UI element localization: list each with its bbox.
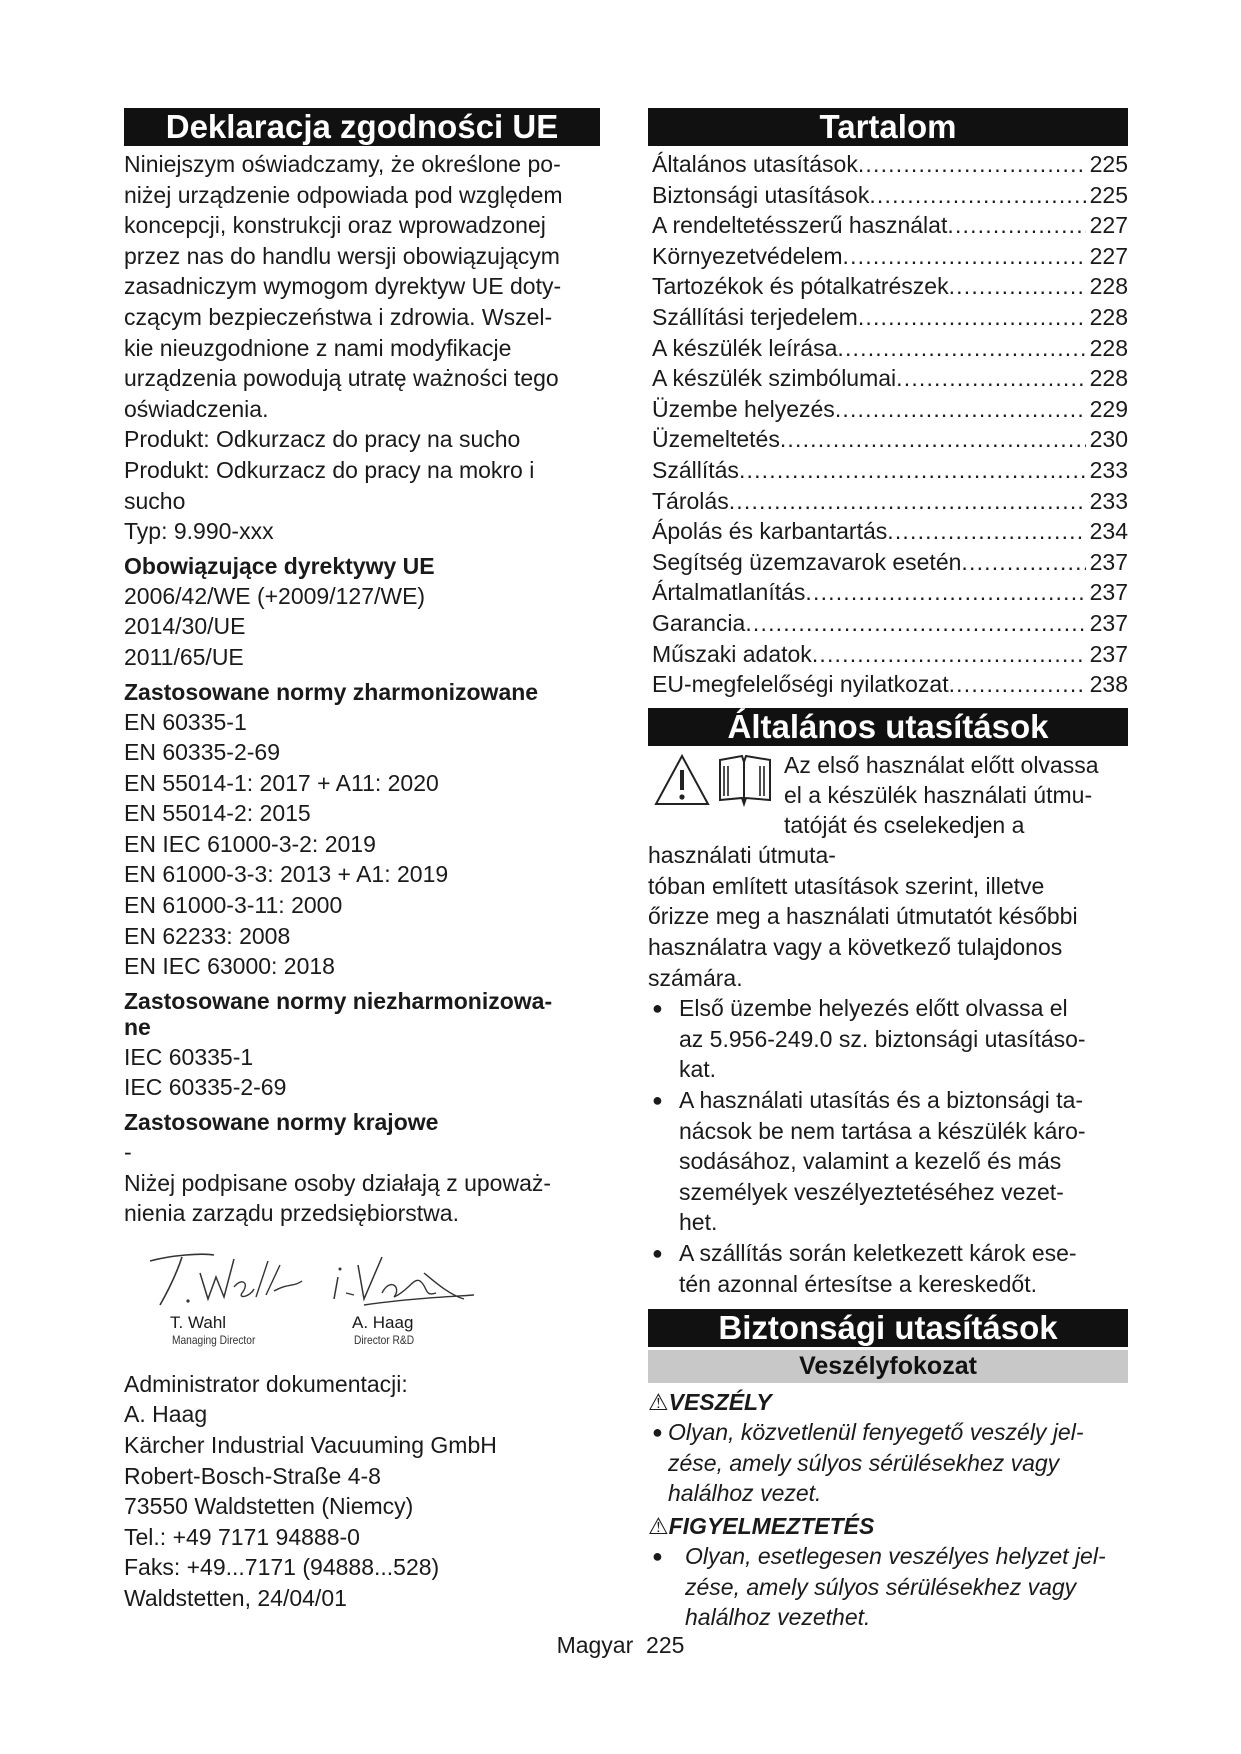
toc-entry[interactable] [652, 180, 1128, 211]
general-intro-text: el a készülék használati útmu- [784, 782, 1093, 809]
bullet-line: ● Első üzembe helyezés előtt olvassa el [679, 995, 1068, 1022]
standard-item: EN 60335-2-69 [124, 739, 280, 766]
national-heading: Zastosowane normy krajowe [124, 1109, 439, 1136]
toc-entry-title: A rendeltetésszerű használat [652, 212, 948, 239]
danger-label: ⚠VESZÉLY [648, 1389, 772, 1416]
bullet-line: az 5.956-249.0 sz. biztonsági utasításo- [679, 1025, 1086, 1052]
signatures [124, 1247, 600, 1369]
toc-entry[interactable] [652, 241, 1128, 272]
intro-line: zasadniczym wymogom dyrektyw UE doty- [124, 273, 562, 300]
nonharmonized-heading: Zastosowane normy niezharmonizowa- [124, 987, 553, 1014]
standard-item: EN 61000-3-11: 2000 [124, 892, 343, 919]
toc-entry-page: 225 [1089, 181, 1128, 208]
toc-entry-title: Tartozékok és pótalkatrészek [652, 273, 949, 300]
general-intro-text: tóban említett utasítások szerint, illetve [648, 872, 1045, 899]
general-intro-text: használatra vagy a következő tulajdonos [648, 934, 1063, 961]
directives-heading: Obowiązujące dyrektywy UE [124, 552, 435, 579]
toc-leader [896, 363, 1085, 394]
admin-block [124, 1369, 600, 1614]
toc-leader [780, 424, 1086, 455]
intro-line: urządzenia powodują utratę ważności tego [124, 365, 559, 392]
signing-text: Niżej podpisane osoby działają z upoważ- [124, 1169, 552, 1196]
signer-role: Managing Director [172, 1332, 256, 1347]
toc-leader [843, 241, 1086, 272]
general-intro [648, 750, 1128, 994]
general-intro-text: számára. [648, 964, 743, 991]
toc-entry[interactable] [652, 302, 1128, 333]
directive-item: 2014/30/UE [124, 613, 246, 640]
signing-text: nienia zarządu przedsiębiorstwa. [124, 1200, 459, 1227]
standard-item: IEC 60335-2-69 [124, 1074, 287, 1101]
footer-language: Magyar [556, 1632, 634, 1658]
toc-entry-page: 228 [1089, 365, 1128, 392]
warning-line: halálhoz vezethet. [685, 1604, 871, 1631]
toc-title: Tartalom [648, 108, 1128, 146]
directive-item: 2011/65/UE [124, 643, 244, 670]
toc-entry[interactable] [652, 424, 1128, 455]
toc-entry-page: 233 [1089, 487, 1128, 514]
type-line: Typ: 9.990-xxx [124, 518, 274, 545]
toc-entry-page: 228 [1089, 273, 1128, 300]
general-intro-text: Az első használat előtt olvassa [784, 751, 1099, 778]
admin-line: 73550 Waldstetten (Niemcy) [124, 1493, 414, 1520]
toc-entry-title: Szállítás [652, 456, 739, 483]
intro-line: oświadczenia. [124, 395, 269, 422]
toc-entry-page: 237 [1089, 548, 1128, 575]
toc-entry-title: A készülék leírása [652, 334, 838, 361]
warning-description [648, 1541, 1128, 1633]
toc-leader [947, 210, 1085, 241]
product-line: sucho [124, 487, 186, 514]
toc-entry-title: EU-megfelelőségi nyilatkozat [652, 671, 949, 698]
general-section-title: Általános utasítások [648, 708, 1128, 746]
bullet-line: ● A használati utasítás és a biztonsági ta- [679, 1087, 1084, 1114]
standard-item: EN 60335-1 [124, 708, 247, 735]
toc-leader [949, 271, 1086, 302]
directive-item: 2006/42/WE (+2009/127/WE) [124, 582, 426, 609]
harmonized-heading: Zastosowane normy zharmonizowane [124, 678, 539, 705]
toc-leader [812, 639, 1086, 670]
danger-line: ● Olyan, közvetlenül fenyegető veszély jel- [668, 1419, 1084, 1446]
bullet-line: nácsok be nem tartása a készülék káro- [679, 1117, 1086, 1144]
toc-entry-page: 234 [1089, 518, 1128, 545]
signature-haag [324, 1247, 494, 1347]
hungarian-column [648, 108, 1128, 1633]
toc-entry[interactable] [652, 455, 1128, 486]
standard-item: EN 55014-1: 2017 + A11: 2020 [124, 769, 439, 796]
bullet-line: het. [679, 1209, 718, 1236]
warning-and-manual-icons [648, 752, 778, 812]
toc-entry[interactable] [652, 608, 1128, 639]
declaration-title: Deklaracja zgodności UE [124, 108, 600, 146]
toc-leader [887, 516, 1085, 547]
toc-entry-page: 237 [1089, 609, 1128, 636]
toc-entry-title: Általános utasítások [652, 151, 858, 177]
handwritten-signature-wahl [142, 1247, 312, 1313]
admin-line: Robert-Bosch-Straße 4-8 [124, 1462, 381, 1489]
toc-entry[interactable] [652, 547, 1128, 578]
warning-line: ● Olyan, esetlegesen veszélyes helyzet jel- [685, 1542, 1106, 1569]
toc-entry[interactable] [652, 394, 1128, 425]
national-value: - [124, 1139, 132, 1166]
intro-line: niżej urządzenie odpowiada pod względem [124, 181, 563, 208]
bullet-line: személyek veszélyeztetéséhez vezet- [679, 1178, 1064, 1205]
page-footer [0, 1632, 1241, 1659]
signer-role: Director R&D [354, 1332, 415, 1347]
admin-line: Faks: +49...7171 (94888...528) [124, 1554, 440, 1581]
standard-item: EN 55014-2: 2015 [124, 800, 311, 827]
warning-triangle-icon [652, 752, 712, 808]
signer-name: T. Wahl [170, 1312, 227, 1332]
toc-entry-title: Segítség üzemzavarok esetén [652, 548, 962, 575]
admin-line: A. Haag [124, 1401, 208, 1428]
intro-line: przez nas do handlu wersji obowiązującym [124, 242, 560, 269]
toc-entry[interactable] [652, 639, 1128, 670]
toc-entry-page: 237 [1089, 579, 1128, 606]
general-bullet [648, 1238, 1128, 1299]
toc-entry-title: Szállítási terjedelem [652, 303, 858, 330]
bullet-line: tén azonnal értesítse a kereskedőt. [679, 1270, 1037, 1297]
toc-leader [858, 302, 1086, 333]
declaration-column [124, 108, 600, 1614]
toc-entry-page: 228 [1089, 303, 1128, 330]
toc-entry[interactable] [652, 149, 1128, 180]
intro-line: Niniejszym oświadczamy, że określone po- [124, 151, 561, 177]
toc-leader [745, 608, 1085, 639]
toc-entry-page: 227 [1089, 212, 1128, 239]
toc-entry[interactable] [652, 363, 1128, 394]
standard-item: EN 62233: 2008 [124, 922, 291, 949]
danger-level-title: Veszélyfokozat [648, 1350, 1128, 1383]
toc-entry[interactable] [652, 577, 1128, 608]
toc-leader [949, 669, 1086, 700]
danger-line: zése, amely súlyos sérülésekhez vagy [668, 1449, 1060, 1476]
toc-entry-title: A készülék szimbólumai [652, 365, 897, 392]
toc-entry[interactable] [652, 271, 1128, 302]
toc-entry-page: 229 [1089, 395, 1128, 422]
read-manual-icon [714, 752, 776, 808]
toc-entry-page: 227 [1089, 242, 1128, 269]
admin-line: Tel.: +49 7171 94888-0 [124, 1523, 360, 1550]
toc-leader [805, 577, 1085, 608]
toc-entry[interactable] [652, 210, 1128, 241]
bullet-line: ● A szállítás során keletkezett károk ese- [679, 1240, 1077, 1266]
toc-entry-page: 238 [1089, 671, 1128, 698]
warning-label: ⚠FIGYELMEZTETÉS [648, 1512, 875, 1539]
safety-section-title: Biztonsági utasítások [648, 1309, 1128, 1347]
toc-entry-title: Garancia [652, 609, 746, 636]
toc-leader [869, 180, 1085, 211]
toc-leader [729, 486, 1086, 517]
toc-entry-page: 237 [1089, 640, 1128, 667]
toc-entry[interactable] [652, 486, 1128, 517]
toc-leader [961, 547, 1085, 578]
toc-entry[interactable] [652, 516, 1128, 547]
standard-item: EN 61000-3-3: 2013 + A1: 2019 [124, 861, 449, 888]
toc-entry-title: Műszaki adatok [652, 640, 812, 667]
admin-line: Waldstetten, 24/04/01 [124, 1584, 347, 1611]
toc-entry-title: Üzemeltetés [652, 426, 780, 453]
toc-entry-title: Környezetvédelem [652, 242, 843, 269]
general-bullet [648, 1085, 1128, 1238]
danger-line: halálhoz vezet. [668, 1480, 822, 1507]
admin-line: Kärcher Industrial Vacuuming GmbH [124, 1432, 497, 1458]
toc-leader [858, 149, 1086, 180]
page-number: 225 [646, 1632, 685, 1658]
declaration-intro [124, 149, 600, 547]
toc-entry[interactable] [652, 333, 1128, 364]
bullet-line: sodásához, valamint a kezelő és más [679, 1148, 1062, 1175]
intro-line: koncepcji, konstrukcji oraz wprowadzonej [124, 212, 546, 239]
toc-entry[interactable] [652, 669, 1128, 700]
toc-entry-page: 233 [1089, 456, 1128, 483]
toc-leader [739, 455, 1086, 486]
toc-entry-page: 230 [1089, 426, 1128, 453]
toc-leader [837, 333, 1085, 364]
toc-entry-title: Ápolás és karbantartás [652, 518, 888, 545]
handwritten-signature-haag [324, 1247, 494, 1313]
toc-leader [835, 394, 1086, 425]
bullet-line: kat. [679, 1056, 717, 1083]
toc-entry-page: 228 [1089, 334, 1128, 361]
toc-entry-title: Tárolás [652, 487, 729, 514]
intro-line: czącym bezpieczeństwa i zdrowia. Wszel- [124, 303, 553, 330]
table-of-contents [648, 149, 1128, 700]
intro-line: kie nieuzgodnione z nami modyfikacje [124, 334, 512, 361]
standard-item: EN IEC 61000-3-2: 2019 [124, 830, 376, 857]
toc-entry-title: Ártalmatlanítás [652, 579, 806, 606]
product-line: Produkt: Odkurzacz do pracy na sucho [124, 426, 521, 453]
signature-wahl [142, 1247, 312, 1347]
toc-entry-title: Biztonsági utasítások [652, 181, 870, 208]
nonharmonized-heading-cont: ne [124, 1013, 151, 1040]
signer-name: A. Haag [352, 1312, 414, 1332]
general-intro-text: őrizze meg a használati útmutatót későbbi [648, 903, 1078, 930]
toc-entry-title: Üzembe helyezés [652, 395, 835, 422]
standard-item: EN IEC 63000: 2018 [124, 953, 335, 980]
admin-line: Administrator dokumentacji: [124, 1370, 408, 1397]
toc-entry-page: 225 [1089, 151, 1128, 177]
product-line: Produkt: Odkurzacz do pracy na mokro i [124, 456, 535, 483]
general-intro-text: tatóját és cselekedjen a használati útmuta- [648, 811, 1025, 869]
warning-line: zése, amely súlyos sérülésekhez vagy [685, 1573, 1077, 1600]
general-bullet [648, 993, 1128, 1085]
standard-item: IEC 60335-1 [124, 1043, 254, 1070]
danger-description [648, 1417, 1128, 1509]
